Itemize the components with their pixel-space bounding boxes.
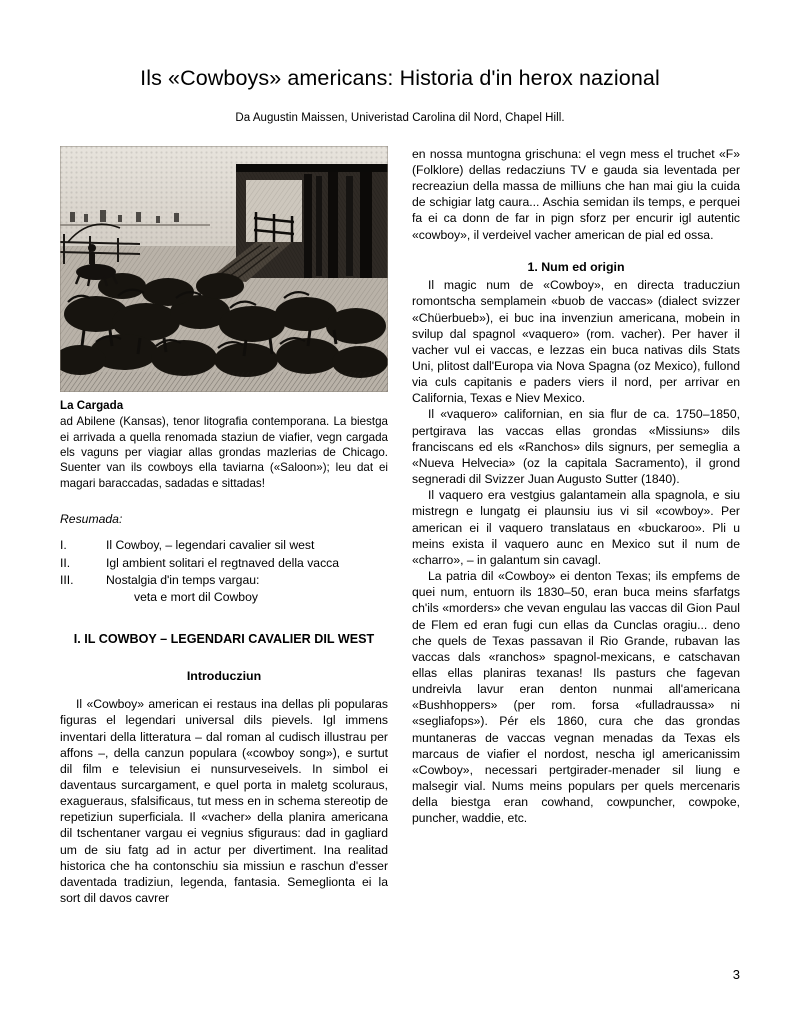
cattle-loading-illustration [60,146,388,392]
paragraph: Il «Cowboy» american ei restaus ina dellas pli popularas figuras el legendari universal dils pievels. Igl immens inventari della litteratura – dal roman al cudisch illustrau per affons –, della canzun populara («cowboy song»), e surtut dil film e televisiun ei nunsurveseivels. In simbol ei daventaus surcargament, e quel porta in maletg scoluraus, exagueraus, sfalsificaus, tut mess en in schema stereotip de repetiziun superficiala. Il «vacher» della planira americana dil tschentaner vargau ei vegnius sfiguraus: dad in gagliard um de siu fatg ad in actur per divertiment. Ina realitad historica che ha contonschiu sia missiun e raschun d'esser daventada tradiziun, legenda, fantasia. Semeglionta ei la sort dil davos cavrer [60,697,388,906]
paragraph: Il vaquero era vestgius galantamein alla spagnola, e siu mistregn e lungatg ei plaunsiu ius vi sil «cowboy». Per american ei il vaquero translataus en «buckaroo». Pli u meins exista il vaquero aunc en Mexico sut il num de «charro», – in galantum sin cavagl. [412,488,740,567]
page-title: Ils «Cowboys» americans: Historia d'in herox nazional [140,66,660,90]
paragraph: en nossa muntogna grischuna: el vegn mess el truchet «F» (Folklore) dellas redacziuns TV e gauda sia leventada per recreaziun della massa de milliuns che han mai giu la cuida de schigiar latg caura... Aschia semidan ils temps, e perquei fa ei ca donn de far in pign sforz per encurir igl autentic «cowboy», il verdeivel vacher american de pial ed ossa. [412,146,740,242]
resumada-label: Resumada: [60,512,123,527]
section-heading: I. IL COWBOY – LEGENDARI CAVALIER DIL WEST [73,632,375,647]
list-item [60,537,388,553]
left-column [60,146,388,906]
section-subheading: Introducziun [186,668,262,683]
two-column-layout [60,146,740,906]
figure-caption-text: ad Abilene (Kansas), tenor litografia contemporana. La biestga ei arrivada a quella renomada staziun de viafier, vegn cargada els vaguns per viagiar allas grondas mazlerias de Chicago. Suenter van ils cowboys ella taviarna («Saloon»); leu dat ei magari baraccadas, sadadas e sittadas! [60,415,388,490]
list-item-number: III. [60,572,74,587]
page-number: 3 [732,967,740,982]
list-item [60,555,388,571]
engraving-svg [60,146,388,392]
list-item-label: Igl ambient solitari el regtnaved della vacca [106,555,340,570]
list-item-number: I. [60,538,67,553]
list-item-label: Nostalgia d'in temps vargau: [106,572,260,587]
right-column [412,146,740,906]
paragraph: Il magic num de «Cowboy», en directa traducziun romontscha semplamein «buob de vaccas» (dialect svizzer «Chüerbueb»), ei buc ina invenziun americana, mobein in svilup dal spagnol «vaquero» (rom. vacher). Per haver il vacher vul ei vaccas, e lezzas ein buca nativas dils Stats Uni, plitost dall'Europa via Nova Spagna (oz Mexico), fullond via culs capitanis e paders viers il nord, per arrivar en California, Texas e Niev Mexico. [412,278,740,406]
resumada-list [60,537,388,605]
list-item-label: Il Cowboy, – legendari cavalier sil west [106,538,315,553]
subsection-heading: 1. Num ed origin [527,259,625,274]
paragraph: La patria dil «Cowboy» ei denton Texas; ils empfems de quei num, entuorn ils 1830–50, eran buca meins sfarfatgs ch'ils «morders» che vevan engulau las vaccas dil Gion Paul de Flem ed eran fugi cun ellas da Cunclas oragiu... deno che quels de Texas passavan il Rio Grande, rubavan las vaccas dals «ranchos» spagnol-mexicans, e catschavan ellas ellas planiras texanas! Ils pasturs che fagevan undreivla lavur eran denton nunmai all'americana «Bushhoppers» (per rom. forsa «fulladraussa» ni «segliafops»). Pér els 1860, cura che das grondas muntaneras de vaccas vegnan menadas da Texas els marcaus de viafier el nordost, nescha igl americanissim «Cowboy», necessari pertgirader-menader sil liung e malsegir vial. Nums meins populars per quels mercenaris della biestga eran cowhand, cowpuncher, cowpoke, puncher, waddie, etc. [412,569,740,826]
paragraph: Il «vaquero» californian, en sia flur de ca. 1750–1850, pertgirava las vaccas ellas grondas «Missiuns» dils franciscans ed els «Ranchos» dils signurs, per semeglia a «Nueva Helvecia» (oz la capitala Sacramento), il grond segneradi dil Svizzer Juan Augusto Sutter (1840). [412,407,740,487]
list-item-subtext: veta e mort dil Cowboy [134,590,258,605]
figure-caption-title: La Cargada [60,398,124,412]
list-item [60,572,388,588]
byline: Da Augustin Maissen, Univeristad Carolina dil Nord, Chapel Hill. [235,111,565,124]
list-item-number: II. [60,555,71,570]
